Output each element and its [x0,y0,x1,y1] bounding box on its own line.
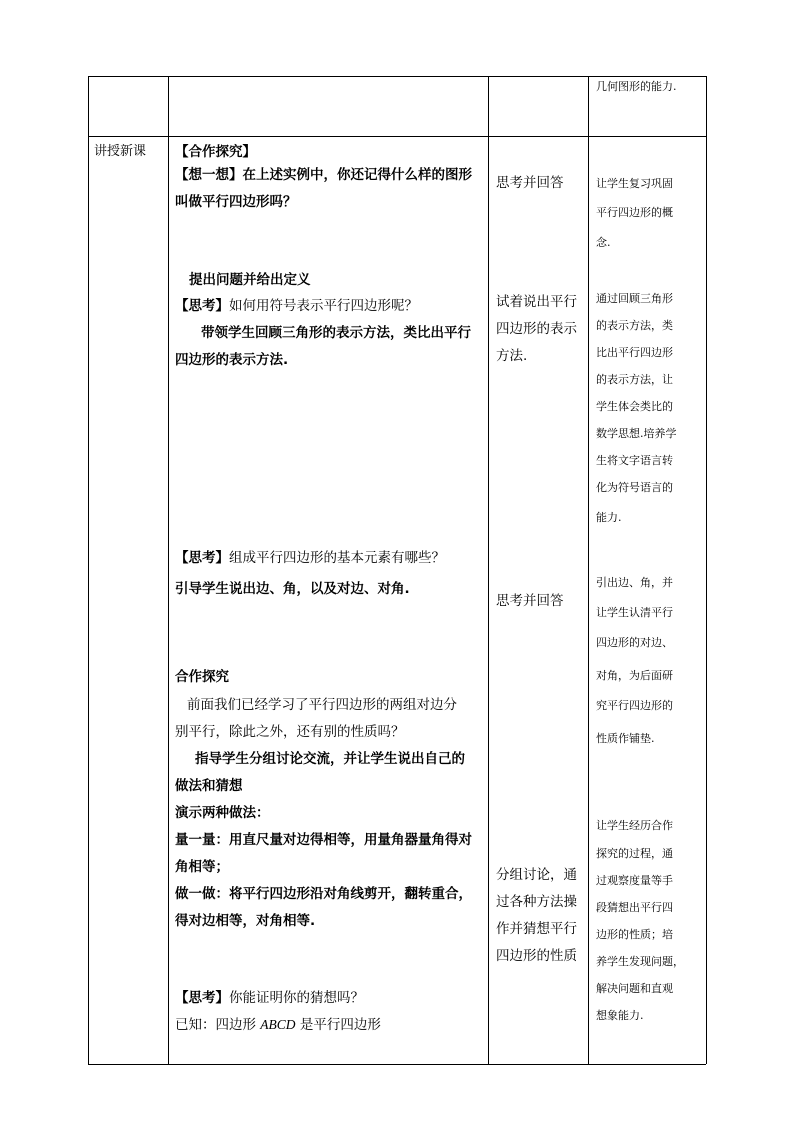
intent-3-line5: 究平行四边形的 [596,699,673,712]
intent-2-line5: 学生体会类比的 [596,400,673,413]
column-border-left [88,76,89,1064]
activity-4-line3: 作并猜想平行 [496,921,577,937]
activity-2-line3: 方法. [496,348,528,364]
intent-1-line3: 念. [596,236,611,249]
intent-2-line9: 能力. [596,511,622,524]
activity-2-line1: 试着说出平行 [496,294,577,310]
known-figure-name: ABCD [260,1017,296,1032]
block1-line2: 叫做平行四边形吗？ [175,194,297,210]
intent-2-line6: 数学思想.培养学 [596,427,677,440]
block2-line1: 带领学生回顾三角形的表示方法，类比出平行 [201,325,471,341]
think-tag: 【思考】 [175,298,229,314]
block2-think [175,297,418,315]
table-top-border [88,76,706,77]
known-prefix: 已知：四边形 [175,1017,261,1033]
intent-3-line4: 对角，为后面研 [596,669,673,682]
intent-4-line6: 养学生发现问题， [596,955,684,968]
block4-demo: 演示两种做法： [175,805,270,821]
think-text: 你能证明你的猜想吗？ [229,990,364,1006]
intent-4-line2: 探究的过程，通 [596,847,673,860]
block4-heading: 合作探究 [175,669,229,685]
block1-heading: 【合作探究】 [175,144,256,160]
intent-3-line2: 让学生认清平行 [596,606,673,619]
activity-4-line4: 四边形的性质 [496,948,577,964]
table-bottom-border [88,1064,706,1065]
intent-3-line3: 四边形的对边、 [596,636,673,649]
intent-4-line1: 让学生经历合作 [596,819,673,832]
think-tag: 【思考】 [175,550,229,566]
intent-4-line3: 过观察度量等手 [596,874,673,887]
method2-line1: 做一做：将平行四边形沿对角线剪开，翻转重合， [175,886,472,902]
block2-heading: 提出问题并给出定义 [189,272,311,288]
activity-4-line1: 分组讨论，通 [496,867,577,883]
block4-para2: 别平行，除此之外，还有别的性质吗？ [175,724,405,740]
intent-3-line6: 性质作铺垫. [596,732,655,745]
intent-4-line8: 想象能力. [596,1009,644,1022]
design-intent-tail: 几何图形的能力. [596,80,677,93]
intent-1-line1: 让学生复习巩固 [596,177,673,190]
intent-2-line1: 通过回顾三角形 [596,292,673,305]
column-divider-3 [588,76,589,1064]
intent-4-line7: 解决问题和直观 [596,982,673,995]
intent-2-line2: 的表示方法，类 [596,319,673,332]
known-suffix: 是平行四边形 [295,1017,381,1033]
block3-line1: 引导学生说出边、角，以及对边、对角. [175,581,410,597]
intent-2-line8: 化为符号语言的 [596,481,673,494]
intent-4-line4: 段猜想出平行四 [596,901,673,914]
column-border-right [706,76,707,1064]
block1-line1: 【想一想】在上述实例中，你还记得什么样的图形 [175,167,472,183]
intent-4-line5: 边形的性质；培 [596,928,673,941]
block5-think [175,989,364,1007]
block4-guide2: 做法和猜想 [175,778,243,794]
intent-2-line7: 生将文字语言转 [596,454,673,467]
method1-line1: 量一量：用直尺量对边得相等，用量角器量角得对 [175,832,472,848]
column-divider-2 [488,76,489,1064]
method1-line2: 角相等； [175,859,229,875]
activity-4-line2: 过各种方法操 [496,894,577,910]
activity-3: 思考并回答 [496,593,564,609]
method2-line2: 得对边相等，对角相等. [175,913,316,929]
block4-guide1: 指导学生分组讨论交流，并让学生说出自己的 [195,751,465,767]
activity-1: 思考并回答 [496,175,564,191]
column-divider-1 [168,76,169,1064]
block5-known [175,1016,381,1034]
activity-2-line2: 四边形的表示 [496,321,577,337]
intent-1-line2: 平行四边形的概 [596,206,673,219]
think-text: 如何用符号表示平行四边形呢？ [229,298,418,314]
think-text: 组成平行四边形的基本元素有哪些？ [229,550,445,566]
intent-2-line3: 比出平行四边形 [596,346,673,359]
block3-think [175,549,445,567]
intent-3-line1: 引出边、角，并 [596,576,673,589]
row-divider [88,136,706,137]
block4-para1: 前面我们已经学习了平行四边形的两组对边分 [187,697,457,713]
block2-line2: 四边形的表示方法. [175,352,289,368]
intent-2-line4: 的表示方法，让 [596,373,673,386]
think-tag: 【思考】 [175,990,229,1006]
section-label: 讲授新课 [94,144,147,159]
